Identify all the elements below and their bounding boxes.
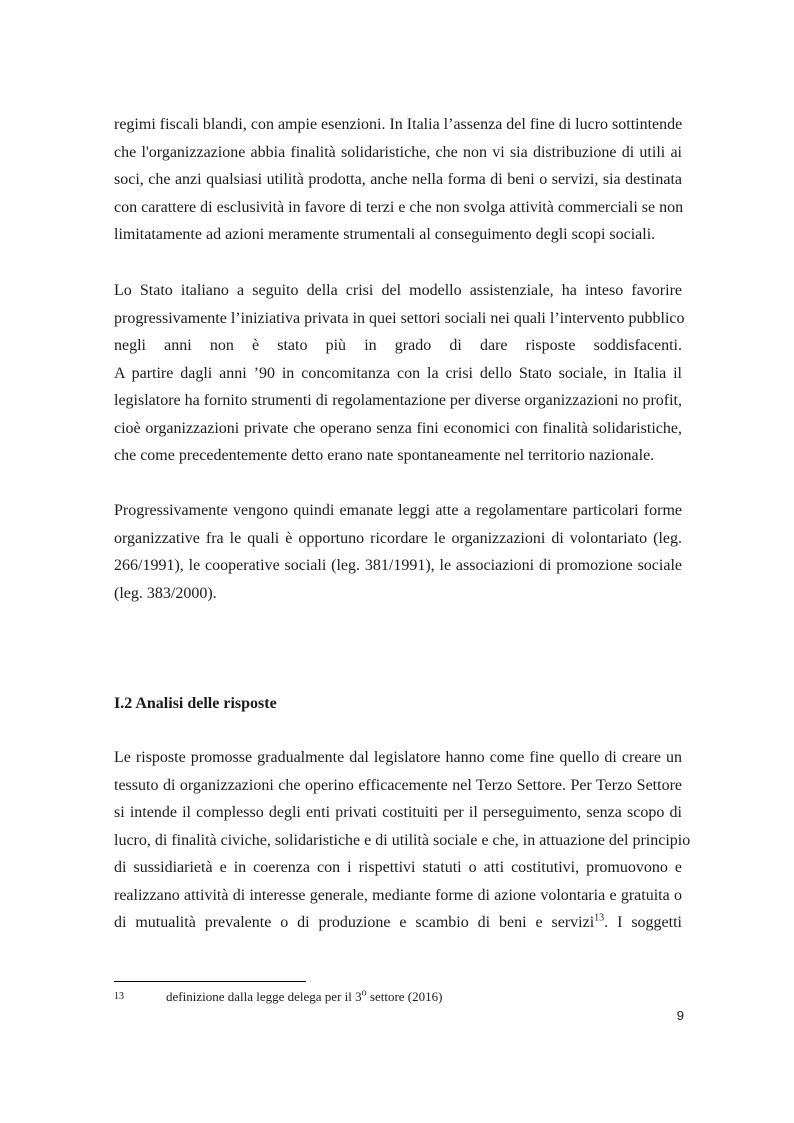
text-line: realizzano attività di interesse generale, mediante forme di azione volontaria e gratuita o — [114, 886, 682, 904]
text-line: cioè organizzazioni private che operano senza fini economici con finalità solidaristiche, — [114, 419, 682, 437]
footnote-separator — [114, 981, 306, 982]
paragraph-4 — [114, 744, 691, 937]
page-number: 9 — [676, 1008, 684, 1023]
text-line: Lo Stato italiano a seguito della crisi del modello assistenziale, ha inteso favorire — [114, 282, 682, 299]
footnote — [114, 988, 682, 1006]
paragraph-1 — [114, 111, 682, 249]
footnote-text: settore (2016) — [366, 989, 443, 1004]
text-line: progressivamente l’iniziativa privata in quei settori sociali nei quali l’intervento pubblico — [114, 309, 685, 327]
footnote-text: definizione dalla legge delega per il 3 — [166, 989, 362, 1004]
text-line: Le risposte promosse gradualmente dal legislatore hanno come fine quello di creare un — [114, 749, 682, 766]
paragraph-3 — [114, 497, 682, 607]
text-line: negli anni non è stato più in grado di dare risposte soddisfacenti. — [114, 337, 682, 354]
footnote-reference[interactable]: 13 — [594, 912, 605, 924]
text-line-with-footnote-ref — [114, 909, 682, 937]
text-line: limitatamente ad azioni meramente strumentali al conseguimento degli scopi sociali. — [114, 226, 656, 243]
text-line: A partire dagli anni ’90 in concomitanza con la crisi dello Stato sociale, in Italia il — [114, 364, 682, 382]
text-line: si intende il complesso degli enti privati costituiti per il perseguimento, senza scopo di — [114, 804, 682, 821]
text-fragment: . I soggetti — [604, 914, 682, 931]
section-heading: I.2 Analisi delle risposte — [114, 695, 277, 712]
text-line: con carattere di esclusività in favore di terzi e che non svolga attività commerciali se non — [114, 198, 684, 216]
text-line: tessuto di organizzazioni che operino efficacemente nel Terzo Settore. Per Terzo Settore — [114, 776, 682, 794]
text-line: regimi fiscali blandi, con ampie esenzioni. In Italia l’assenza del fine di lucro sottintende — [114, 116, 683, 133]
text-line: di sussidiarietà e in coerenza con i rispettivi statuti o atti costitutivi, promuovono e — [114, 859, 682, 876]
text-line: 266/1991), le cooperative sociali (leg. 381/1991), le associazioni di promozione sociale — [114, 557, 682, 574]
text-line: (leg. 383/2000). — [114, 584, 217, 602]
text-line: che l'organizzazione abbia finalità solidaristiche, che non vi sia distribuzione di utili ai — [114, 143, 682, 161]
text-line: legislatore ha fornito strumenti di regolamentazione per diverse organizzazioni no profit, — [114, 392, 682, 409]
text-line: che come precedentemente detto erano nate spontaneamente nel territorio nazionale. — [114, 447, 655, 464]
footnote-number: 13 — [114, 991, 124, 1002]
paragraph-2 — [114, 277, 685, 470]
text-line: soci, che anzi qualsiasi utilità prodotta, anche nella forma di beni o servizi, sia destinata — [114, 171, 682, 188]
text-line: lucro, di finalità civiche, solidaristiche e di utilità sociale e che, in attuazione del principio — [114, 831, 691, 849]
text-line: organizzative fra le quali è opportuno ricordare le organizzazioni di volontariato (leg. — [114, 529, 682, 547]
footnote-superscript: o — [361, 987, 367, 999]
text-fragment: di mutualità prevalente o di produzione e scambio di beni e servizi — [114, 914, 595, 931]
text-line: Progressivamente vengono quindi emanate leggi atte a regolamentare particolari forme — [114, 502, 682, 519]
